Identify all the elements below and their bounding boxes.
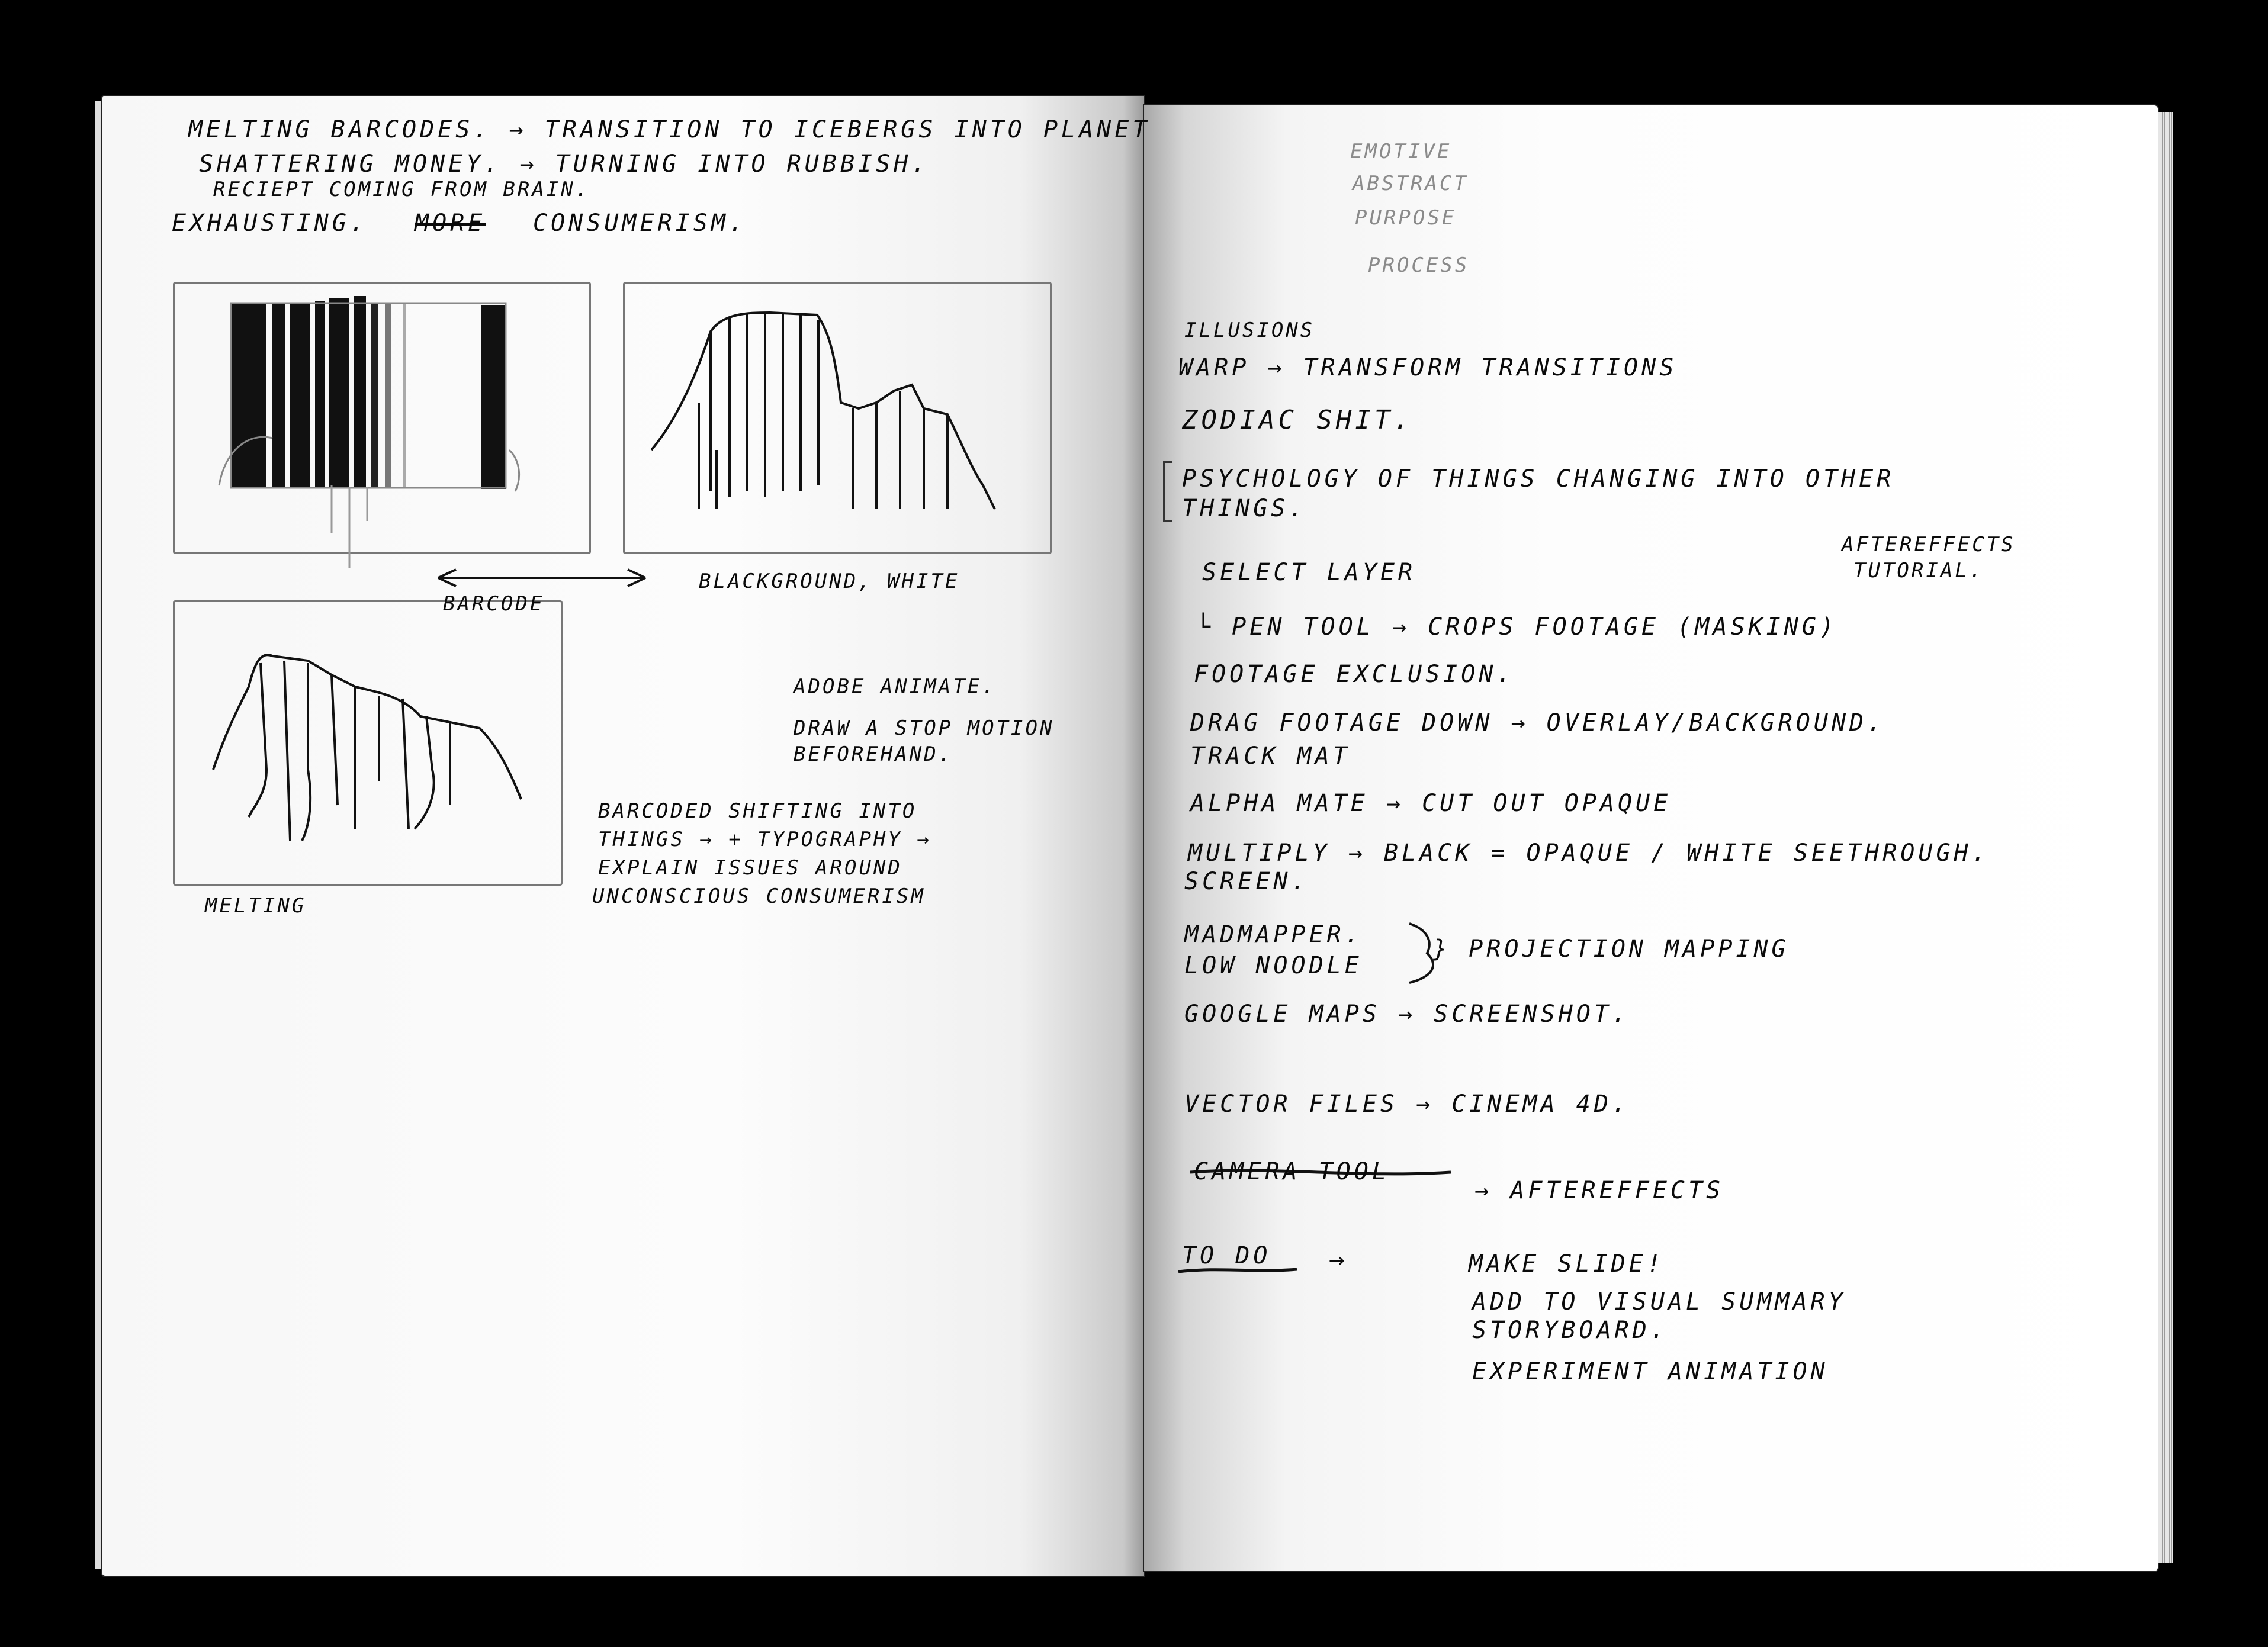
iceberg-sketch-icon (651, 313, 995, 509)
note-unconscious-consumerism: UNCONSCIOUS CONSUMERISM (592, 884, 926, 908)
note-exhausting: EXHAUSTING. (172, 210, 368, 237)
note-things-typography: THINGS → + TYPOGRAPHY → (598, 828, 931, 851)
note-vector-files: VECTOR FILES → CINEMA 4D. (1184, 1091, 1630, 1118)
note-explain-issues: EXPLAIN ISSUES AROUND (598, 856, 902, 880)
pencil-process: PROCESS (1368, 253, 1470, 277)
note-illusions: ILLUSIONS (1184, 319, 1315, 342)
pencil-purpose: PURPOSE (1355, 206, 1457, 230)
pencil-abstract: ABSTRACT (1353, 172, 1469, 195)
note-adobe-animate: ADOBE ANIMATE. (794, 675, 997, 699)
note-barcoded-shifting: BARCODED SHIFTING INTO (598, 799, 917, 823)
label-barcode: BARCODE (443, 592, 545, 616)
note-projection-mapping: } PROJECTION MAPPING (1433, 935, 1790, 963)
melting-sketch-icon (213, 655, 521, 841)
note-google-maps: GOOGLE MAPS → SCREENSHOT. (1184, 1001, 1630, 1028)
note-camera-aftereffects: → AFTEREFFECTS (1474, 1177, 1724, 1204)
pencil-emotive: EMOTIVE (1350, 140, 1452, 163)
note-select-layer: SELECT LAYER (1202, 559, 1416, 586)
note-track-mat: TRACK MAT (1190, 742, 1351, 770)
note-multiply: MULTIPLY → BLACK = OPAQUE / WHITE SEETHROUGH. (1188, 839, 1990, 867)
todo-experiment-animation: EXPERIMENT ANIMATION (1472, 1358, 1829, 1385)
note-melting-barcodes: MELTING BARCODES. → TRANSITION TO ICEBERGS INTO PLANET (188, 116, 1151, 143)
note-tutorial: TUTORIAL. (1853, 559, 1984, 583)
note-psychology-things: THINGS. (1182, 495, 1307, 522)
note-beforehand: BEFOREHAND. (794, 742, 953, 766)
todo-make-slide: MAKE SLIDE! (1469, 1250, 1665, 1278)
note-more-struck: MORE (415, 210, 486, 237)
todo-storyboard: STORYBOARD. (1472, 1317, 1668, 1344)
note-to-do: TO DO (1182, 1242, 1271, 1269)
note-alpha-mate: ALPHA MATE → CUT OUT OPAQUE (1190, 790, 1672, 817)
note-camera-tool: CAMERA TOOL (1194, 1158, 1390, 1185)
brace-icon (1409, 924, 1433, 983)
note-aftereffects: AFTEREFFECTS (1842, 533, 2016, 556)
label-melting: MELTING (205, 894, 307, 918)
note-psychology: PSYCHOLOGY OF THINGS CHANGING INTO OTHER (1182, 465, 1895, 493)
note-shattering-money: SHATTERING MONEY. → TURNING INTO RUBBISH. (199, 150, 930, 178)
note-low-noodle: LOW NOODLE (1184, 952, 1363, 979)
note-screen: SCREEN. (1184, 868, 1309, 895)
note-reciept: RECIEPT COMING FROM BRAIN. (213, 178, 590, 201)
note-drag-footage: DRAG FOOTAGE DOWN → OVERLAY/BACKGROUND. (1190, 709, 1885, 736)
note-zodiac: ZODIAC SHIT. (1182, 405, 1413, 435)
note-draw-stop-motion: DRAW A STOP MOTION (794, 716, 1055, 740)
barcode-sketch-icon (219, 296, 519, 568)
bracket-icon (1164, 462, 1172, 521)
note-consumerism: CONSUMERISM. (533, 210, 747, 237)
note-footage-exclusion: FOOTAGE EXCLUSION. (1194, 661, 1515, 688)
label-background: BLACKGROUND, WHITE (699, 570, 960, 593)
todo-add-visual-summary: ADD TO VISUAL SUMMARY (1472, 1288, 1846, 1315)
note-madmapper: MADMAPPER. (1184, 921, 1363, 948)
todo-underline-icon (1178, 1269, 1297, 1272)
note-to-do-arrow: → (1329, 1244, 1348, 1275)
note-warp: WARP → TRANSFORM TRANSITIONS (1178, 354, 1678, 381)
double-arrow-icon (438, 570, 645, 586)
note-pen-tool: └ PEN TOOL → CROPS FOOTAGE (MASKING) (1196, 613, 1837, 641)
